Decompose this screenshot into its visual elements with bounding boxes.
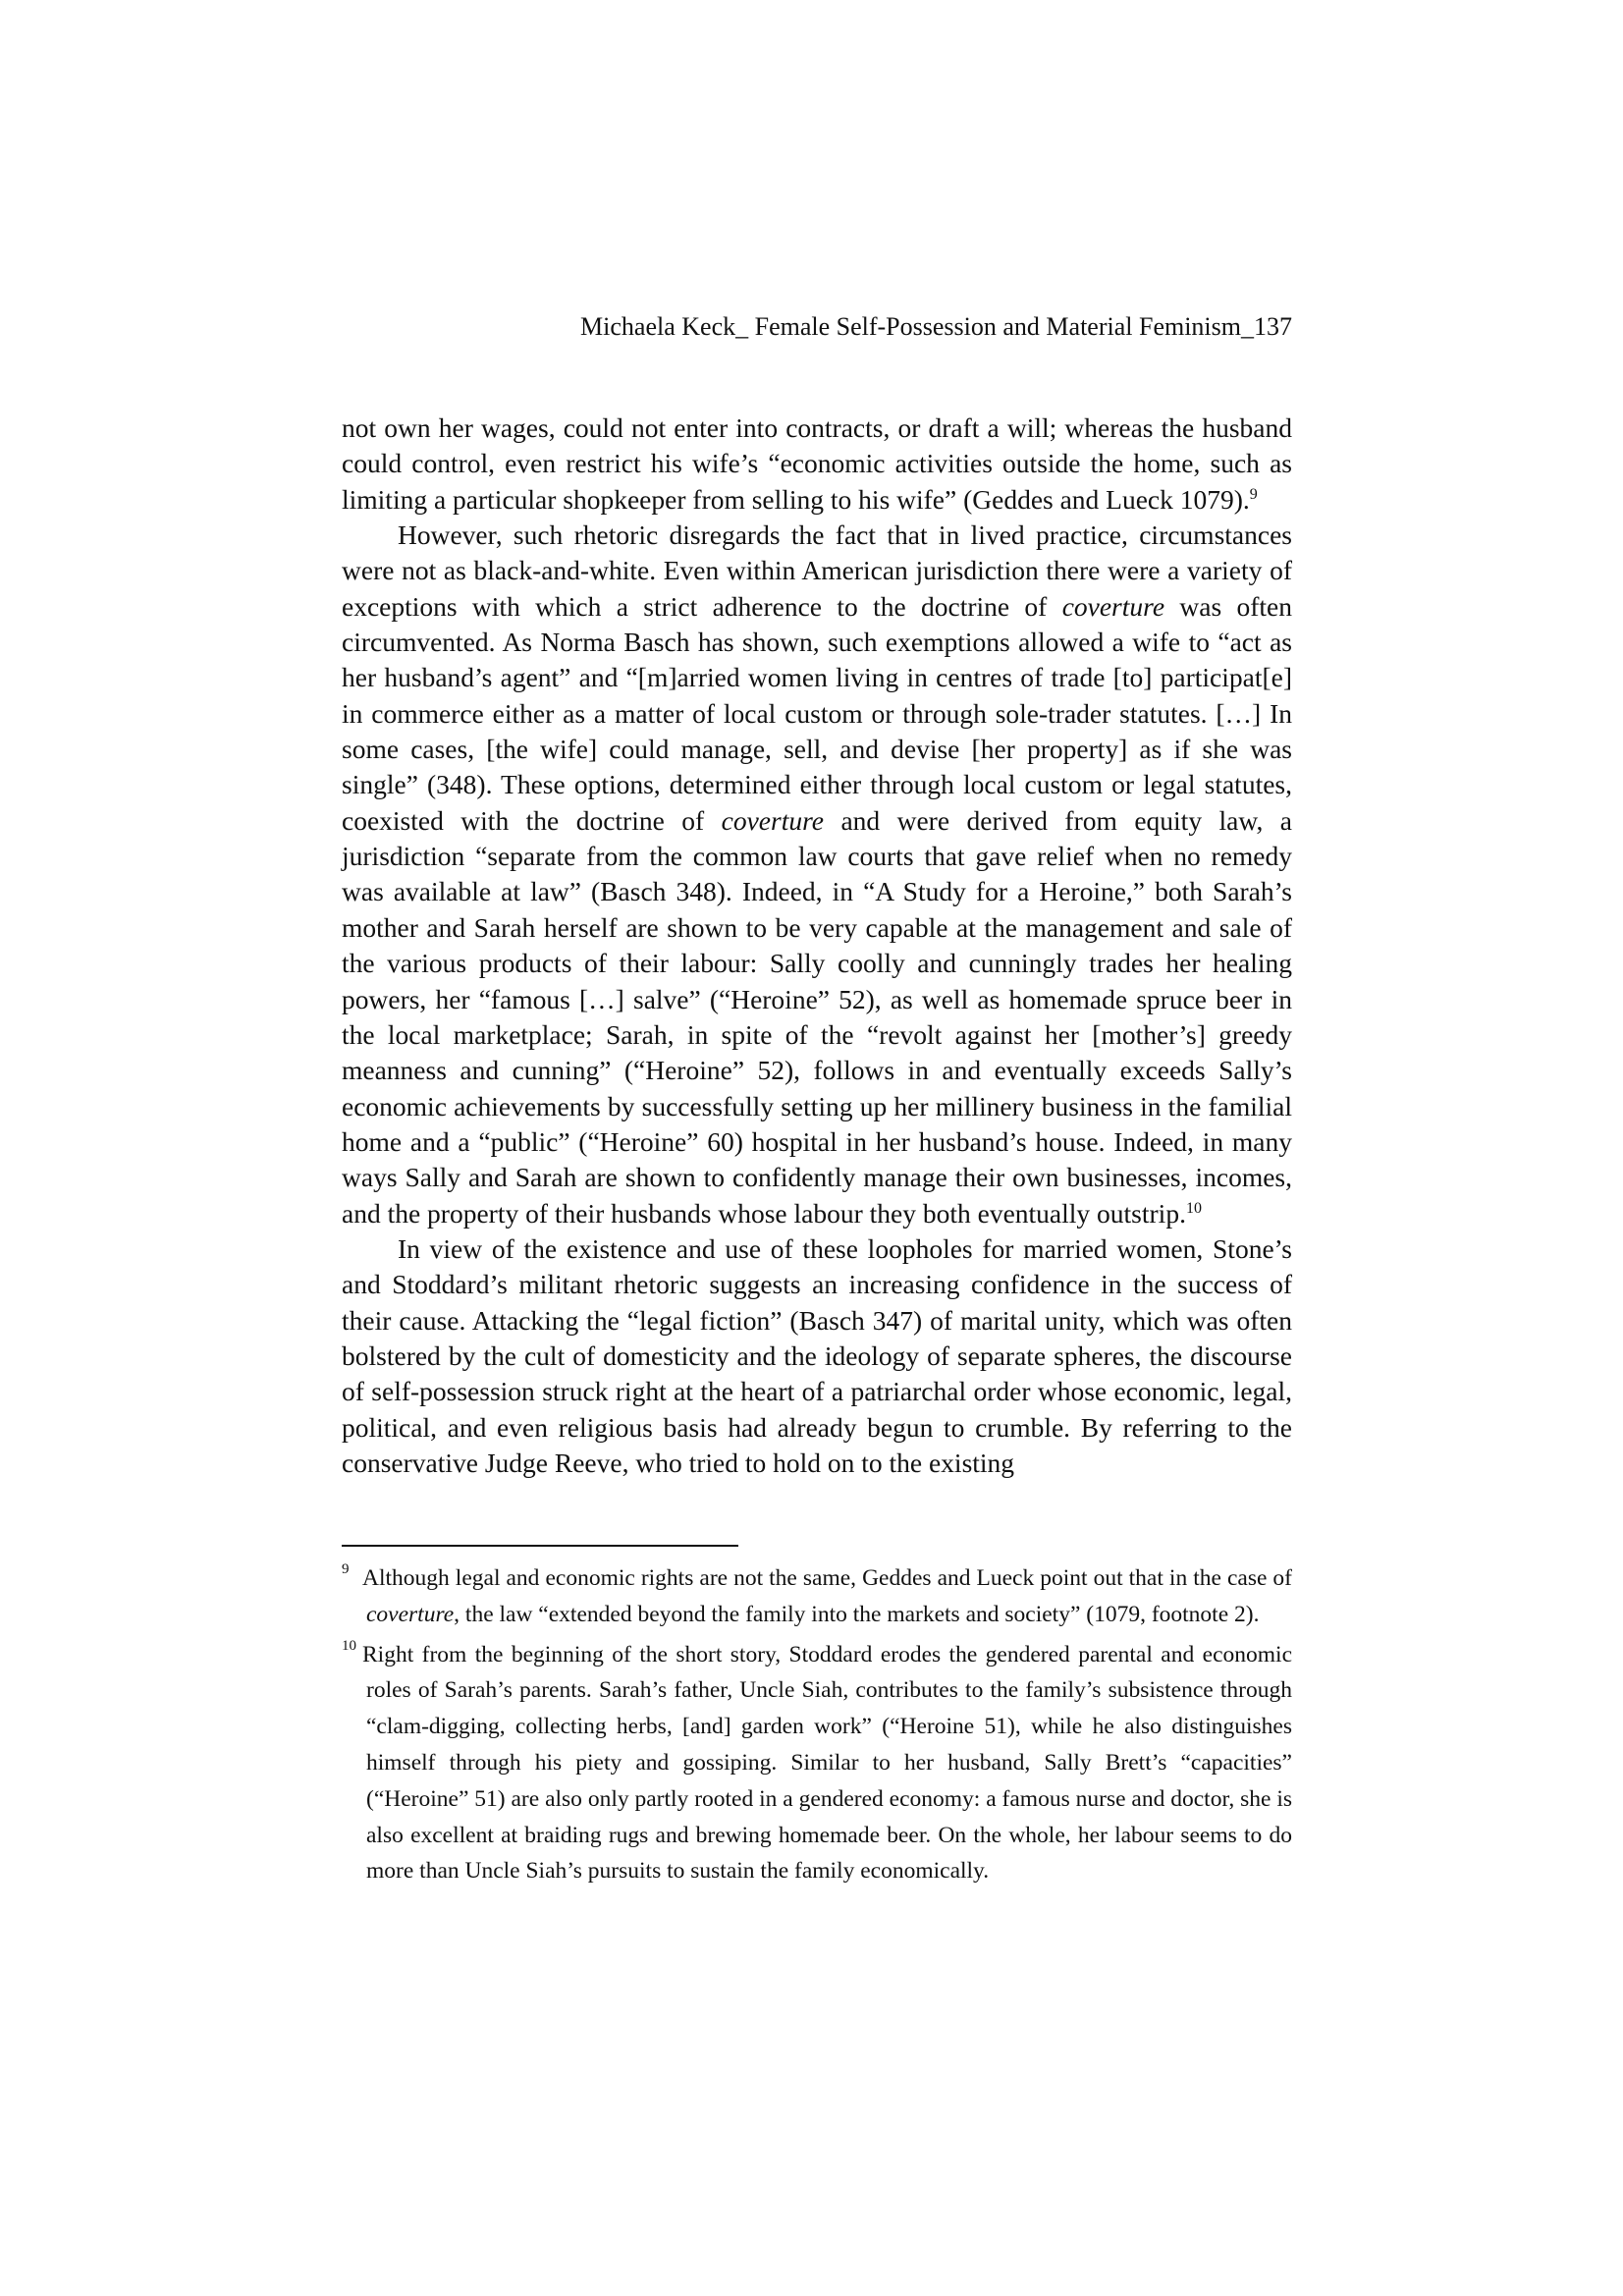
running-head: Michaela Keck_ Female Self-Possession and Material Feminism_137: [580, 312, 1292, 341]
paragraph-1: [342, 410, 1292, 518]
footnote-9-mark: 9: [342, 1561, 350, 1577]
footnote-9: [342, 1560, 1292, 1633]
paragraph-1-text: not own her wages, could not enter into contracts, or draft a will; whereas the husband could control, even restrict his wife’s “economic activities outside the home, such as limiting a particular shopkeeper from selling to his wife” (Geddes and Lueck 1079).: [342, 412, 1292, 515]
paragraph-3: [342, 1231, 1292, 1481]
footnote-ref-9[interactable]: 9: [1249, 485, 1258, 503]
paragraph-2-text-c: and were derived from equity law, a jurisdiction “separate from the common law courts that gave relief when no remedy was available at law” (Basch 348). Indeed, in “A Study for a Heroine,” both Sarah’s mother and Sarah herself are shown to be very capable at the management and sale of the various products of their labour: Sally coolly and cunningly trades her healing powers, her “famous […] salve” (“Heroine” 52), as well as homemade spruce beer in the local marketplace; Sarah, in spite of the “revolt against her [mother’s] greedy meanness and cunning” (“Heroine” 52), follows in and eventually exceeds Sally’s economic achievements by successfully setting up her millinery business in the familial home and a “public” (“Heroine” 60) hospital in her husband’s house. Indeed, in many ways Sally and Sarah are shown to confidently manage their own businesses, incomes, and the property of their husbands whose labour they both eventually outstrip.: [342, 804, 1292, 1229]
footnote-9-text-a: Although legal and economic rights are not the same, Geddes and Lueck point out that in the case of: [362, 1565, 1292, 1591]
footnote-ref-10[interactable]: 10: [1185, 1199, 1202, 1217]
paragraph-3-text: In view of the existence and use of these loopholes for married women, Stone’s and Stoddard’s militant rhetoric suggests an increasing confidence in the success of their cause. Attacking the “legal fiction” (Basch 347) of marital unity, which was often bolstered by the cult of domesticity and the ideology of separate spheres, the discourse of self-possession struck right at the heart of a patriarchal order whose economic, legal, political, and even religious basis had already begun to crumble. By referring to the conservative Judge Reeve, who tried to hold on to the existing: [342, 1232, 1292, 1478]
footnote-10-text: Right from the beginning of the short story, Stoddard erodes the gendered parental and economic roles of Sarah’s parents. Sarah’s father, Uncle Siah, contributes to the family’s subsistence through “clam-digging, collecting herbs, [and] garden work” (“Heroine 51), while he also distinguishes himself through his piety and gossiping. Similar to her husband, Sally Brett’s “capacities” (“Heroine” 51) are also only partly rooted in a gendered economy: a famous nurse and doctor, she is also excellent at braiding rugs and brewing homemade beer. On the whole, her labour seems to do more than Uncle Siah’s pursuits to sustain the family economically.: [362, 1641, 1292, 1885]
footnote-9-text-b: , the law “extended beyond the family into the markets and society” (1079, footnote 2).: [454, 1601, 1260, 1627]
italic-term: coverture: [721, 804, 824, 836]
body-text: [342, 410, 1292, 1481]
footnote-10: [342, 1637, 1292, 1890]
paragraph-2-text-b: was often circumvented. As Norma Basch has shown, such exemptions allowed a wife to “act as her husband’s agent” and “[m]arried women living in centres of trade [to] participat[e] in commerce either as a matter of local custom or through sole-trader statutes. […] In some cases, [the wife] could manage, sell, and devise [her property] as if she was single” (348). These options, determined either through local custom or legal statutes, coexisted with the doctrine of: [342, 590, 1292, 836]
italic-term: coverture: [366, 1601, 455, 1627]
footnote-10-mark: 10: [342, 1637, 356, 1654]
footnote-separator: [342, 1545, 738, 1547]
footnotes: [342, 1560, 1292, 1889]
italic-term: coverture: [1061, 590, 1165, 622]
paragraph-2-text-a: However, such rhetoric disregards the fact that in lived practice, circumstances were not as black-and-white. Even within American jurisdiction there were a variety of exceptions with which a strict adherence to the doctrine of: [342, 519, 1292, 622]
paragraph-2: [342, 518, 1292, 1231]
